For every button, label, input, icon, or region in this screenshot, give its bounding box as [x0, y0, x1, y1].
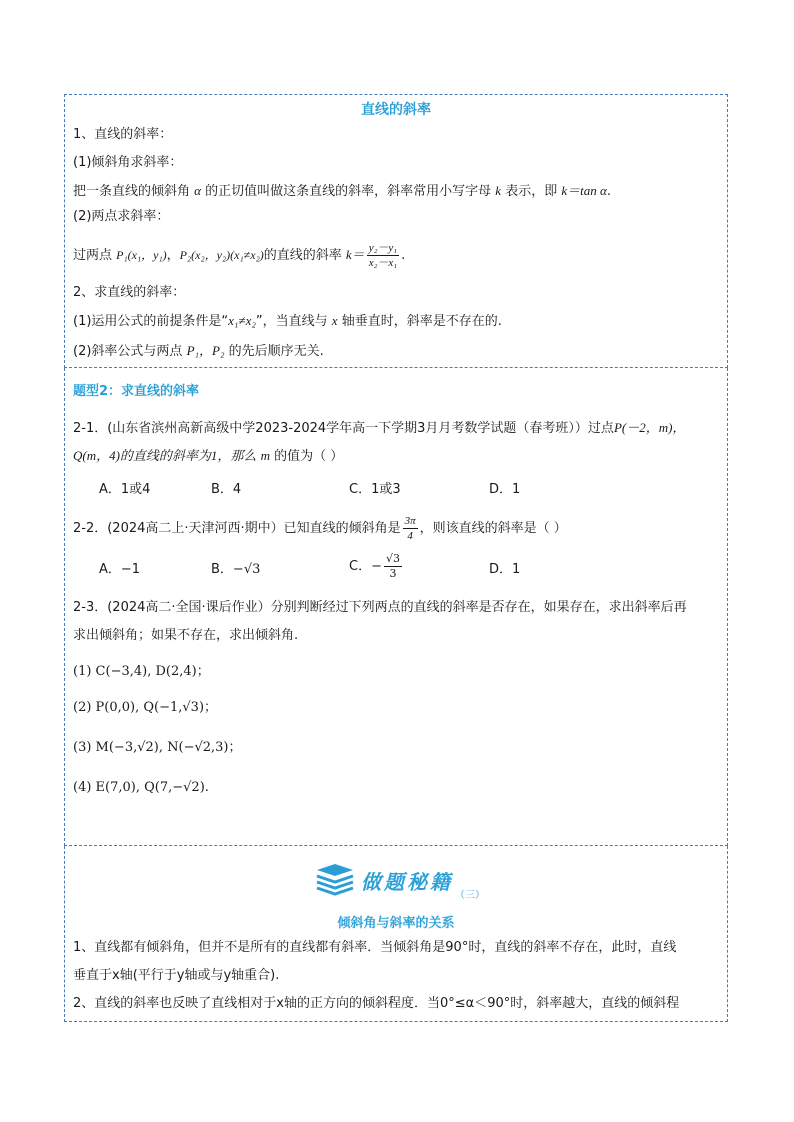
- angle-fraction: [403, 514, 418, 543]
- text-span: ，: [166, 248, 180, 263]
- fraction-denominator: x₂－x₁: [368, 257, 398, 269]
- option-d: D．1: [489, 482, 521, 497]
- minus-sign: −: [371, 559, 382, 574]
- exercise-box: [64, 368, 728, 846]
- text-span: 2-2．(2024高二上·天津河西·期中）已知直线的倾斜角是: [73, 521, 401, 536]
- text-line: [73, 181, 611, 202]
- text-span: (1)运用公式的前提条件是“: [73, 314, 229, 329]
- option-a: A．−1: [99, 562, 141, 577]
- option-d: D．1: [489, 562, 521, 577]
- text-line: (1)倾斜角求斜率：: [73, 155, 183, 170]
- text-span: 轴垂直时，斜率是不存在的.: [341, 314, 502, 329]
- text-span: 把一条直线的倾斜角: [73, 184, 191, 199]
- text-span: ”，当直线与: [255, 314, 328, 329]
- text-span: ，则该直线的斜率是（ ）: [419, 521, 567, 536]
- concept-box-slope: [64, 94, 728, 368]
- text-line: 1、直线都有倾斜角，但并不是所有的直线都有斜率．当倾斜角是90°时，直线的斜率不存在，此时，直线: [73, 940, 677, 955]
- text-line: [73, 241, 405, 270]
- text-line: 2、求直线的斜率：: [73, 285, 186, 300]
- option-fraction: [384, 552, 402, 581]
- text-span: 2-1．(山东省滨州高新高级中学2023-2024学年高一下学期3月月考数学试题（春考班））过点: [73, 421, 614, 436]
- sub-question-2: (2) P(0,0), Q(−1,√3)；: [73, 700, 218, 715]
- text-span: .: [401, 248, 406, 263]
- slope-fraction: [367, 241, 399, 270]
- fraction-denominator: 3: [389, 567, 397, 580]
- sub-question-1: (1) C(−3,4), D(2,4)；: [73, 664, 210, 679]
- text-span: 的正切值叫做这条直线的斜率，斜率常用小写字母: [205, 184, 492, 199]
- math-alpha: α: [194, 183, 201, 198]
- fraction-numerator: y₂－y₁: [368, 242, 398, 254]
- text-line: 垂直于x轴(平行于y轴或与y轴重合).: [73, 968, 280, 983]
- tips-box: [64, 846, 728, 1022]
- question-2-2: [73, 514, 567, 543]
- text-line: 1、直线的斜率：: [73, 127, 173, 142]
- text-line: [73, 311, 502, 332]
- option-b: B．4: [211, 482, 242, 497]
- text-span: 的值为（ ）: [274, 449, 344, 464]
- math-points: P₁，P₂: [186, 343, 225, 358]
- math-x: x: [331, 313, 338, 328]
- text-span: 过两点: [73, 248, 113, 263]
- text-span: .: [606, 184, 611, 199]
- math-condition: (x₁≠x₂): [230, 248, 264, 262]
- option-label: B．: [211, 562, 233, 577]
- option-value: −√3: [232, 562, 261, 577]
- sub-question-3: (3) M(−3,√2), N(−√2,3)；: [73, 740, 242, 755]
- fraction-denominator: 4: [407, 530, 413, 542]
- text-span: 的直线的斜率: [263, 248, 342, 263]
- math-k: k＝: [345, 247, 365, 262]
- text-span: 表示，即: [505, 184, 558, 199]
- option-c: [349, 552, 404, 581]
- badge-subtitle: （三）: [455, 890, 485, 901]
- fraction-numerator: 3π: [404, 515, 416, 527]
- question-type-heading: 题型2：求直线的斜率: [73, 384, 200, 399]
- question-2-1-line2: [73, 446, 343, 467]
- badge-title: 做题秘籍: [361, 870, 453, 894]
- tips-badge: [315, 858, 485, 902]
- text-line: 2、直线的斜率也反映了直线相对于x轴的正方向的倾斜程度．当0°≤α＜90°时，斜率越大，直线的倾斜程: [73, 996, 680, 1011]
- question-2-3-line1: 2-3．(2024高二·全国·课后作业）分别判断经过下列两点的直线的斜率是否存在，如果存在，求出斜率后再: [73, 600, 687, 615]
- text-span: (2)斜率公式与两点: [73, 344, 183, 359]
- math-k: k: [495, 183, 502, 198]
- math-condition: x₁≠x₂: [228, 313, 256, 328]
- math-point: P₁(x₁，y₁): [116, 248, 167, 262]
- math-point: P₂(x₂，y₂): [179, 248, 231, 262]
- option-b: [211, 560, 260, 580]
- text-span: 的先后顺序无关.: [228, 344, 324, 359]
- text-line: [73, 341, 324, 362]
- book-stack-icon: [315, 862, 355, 898]
- option-c: C．1或3: [349, 482, 401, 497]
- text-span: Q(m，4)的直线的斜率为1，那么: [73, 448, 257, 463]
- fraction-numerator: √3: [385, 552, 400, 565]
- math-m: m: [260, 448, 270, 463]
- question-2-3-line2: 求出倾斜角；如果不存在，求出倾斜角.: [73, 628, 299, 643]
- question-2-1-line1: [73, 418, 685, 439]
- math-point: P(－2，m)，: [613, 420, 686, 435]
- option-a: A．1或4: [99, 482, 151, 497]
- option-label: C．: [349, 559, 372, 574]
- section-title: 直线的斜率: [361, 102, 431, 118]
- section-title: 倾斜角与斜率的关系: [337, 916, 455, 931]
- math-formula: k＝tan α: [561, 183, 607, 198]
- sub-question-4: (4) E(7,0), Q(7,−√2).: [73, 780, 209, 795]
- text-line: (2)两点求斜率：: [73, 209, 170, 224]
